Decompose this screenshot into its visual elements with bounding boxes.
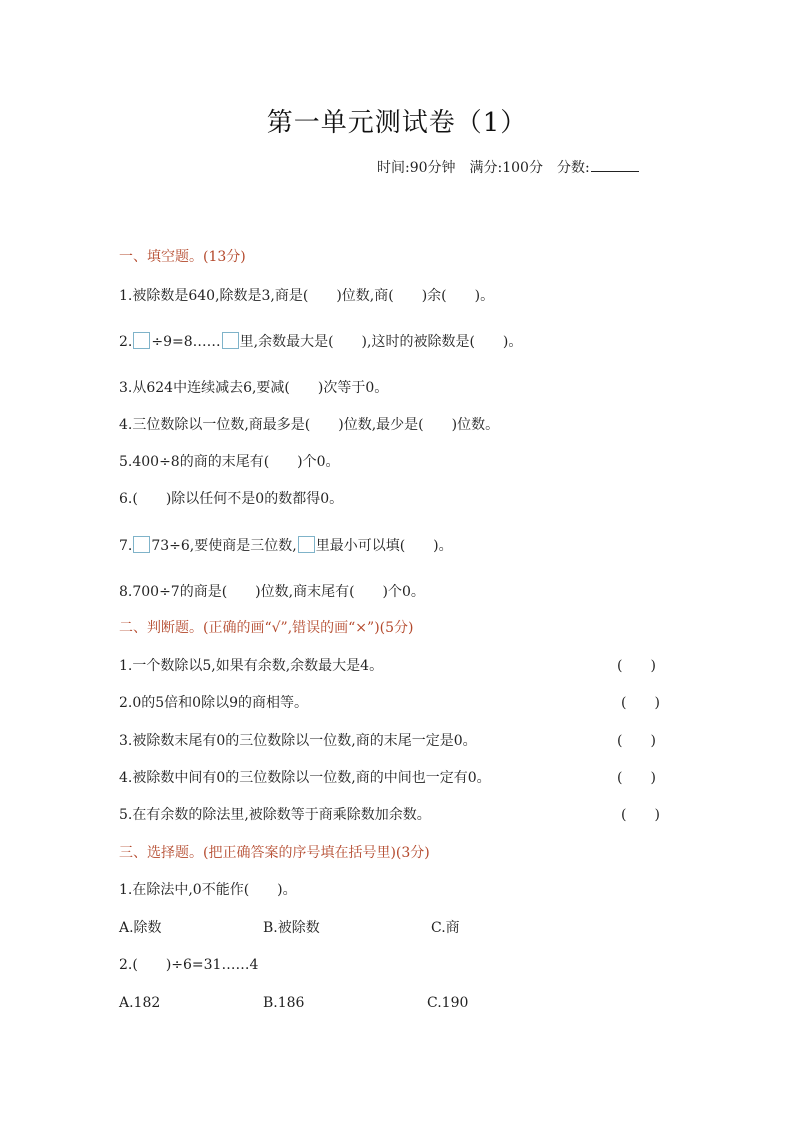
judge-answer-paren[interactable]: ( ) — [617, 733, 656, 749]
choice-question-1: 1.在除法中,0不能作( )。 — [119, 882, 297, 898]
fill-question-1: 1.被除数是640,除数是3,商是( )位数,商( )余( )。 — [119, 288, 495, 304]
choice-option-c[interactable]: C.190 — [427, 995, 469, 1011]
fill-question-5: 5.400÷8的商的末尾有( )个0。 — [119, 454, 340, 470]
judge-question-3: 3.被除数末尾有0的三位数除以一位数,商的末尾一定是0。 — [119, 733, 477, 749]
full-score: 满分:100分 — [469, 160, 543, 176]
fill-question-2 — [119, 332, 522, 351]
choice-option-b[interactable]: B.186 — [263, 995, 305, 1011]
choice-option-a[interactable]: A.182 — [119, 995, 161, 1011]
judge-answer-paren[interactable]: ( ) — [617, 770, 656, 786]
exam-meta — [377, 157, 639, 177]
judge-answer-paren[interactable]: ( ) — [621, 807, 660, 823]
section3-heading: 三、选择题。(把正确答案的序号填在括号里)(3分) — [119, 845, 430, 861]
fill-question-4: 4.三位数除以一位数,商最多是( )位数,最少是( )位数。 — [119, 417, 500, 433]
q7-mid: 73÷6,要使商是三位数, — [151, 538, 297, 554]
q2-suffix: 里,余数最大是( ),这时的被除数是( )。 — [239, 334, 523, 350]
section2-heading: 二、判断题。(正确的画“√”,错误的画“×”)(5分) — [119, 620, 414, 636]
page-title: 第一单元测试卷（1） — [266, 108, 528, 138]
judge-question-2: 2.0的5倍和0除以9的商相等。 — [119, 695, 308, 711]
choice-option-c[interactable]: C.商 — [431, 920, 460, 936]
judge-question-5: 5.在有余数的除法里,被除数等于商乘除数加余数。 — [119, 807, 431, 823]
fill-question-3: 3.从624中连续减去6,要减( )次等于0。 — [119, 380, 389, 396]
answer-box[interactable] — [133, 536, 150, 553]
score-blank[interactable] — [591, 157, 639, 172]
judge-question-1: 1.一个数除以5,如果有余数,余数最大是4。 — [119, 658, 384, 674]
answer-box[interactable] — [222, 332, 239, 349]
answer-box[interactable] — [298, 536, 315, 553]
fill-question-7 — [119, 536, 453, 555]
q2-number: 2. — [119, 334, 133, 350]
choice-option-a[interactable]: A.除数 — [119, 920, 162, 936]
judge-answer-paren[interactable]: ( ) — [621, 695, 660, 711]
q7-suffix: 里最小可以填( )。 — [315, 538, 453, 554]
section1-heading: 一、填空题。(13分) — [119, 249, 246, 265]
q7-number: 7. — [119, 538, 133, 554]
time-limit: 时间:90分钟 — [377, 160, 456, 176]
q2-mid: ÷9=8…… — [151, 334, 221, 350]
score-label: 分数: — [556, 160, 590, 176]
choice-question-2: 2.( )÷6=31……4 — [119, 957, 259, 973]
fill-question-8: 8.700÷7的商是( )位数,商末尾有( )个0。 — [119, 584, 425, 600]
judge-question-4: 4.被除数中间有0的三位数除以一位数,商的中间也一定有0。 — [119, 770, 491, 786]
fill-question-6: 6.( )除以任何不是0的数都得0。 — [119, 491, 344, 507]
judge-answer-paren[interactable]: ( ) — [617, 658, 656, 674]
answer-box[interactable] — [133, 332, 150, 349]
choice-option-b[interactable]: B.被除数 — [263, 920, 320, 936]
